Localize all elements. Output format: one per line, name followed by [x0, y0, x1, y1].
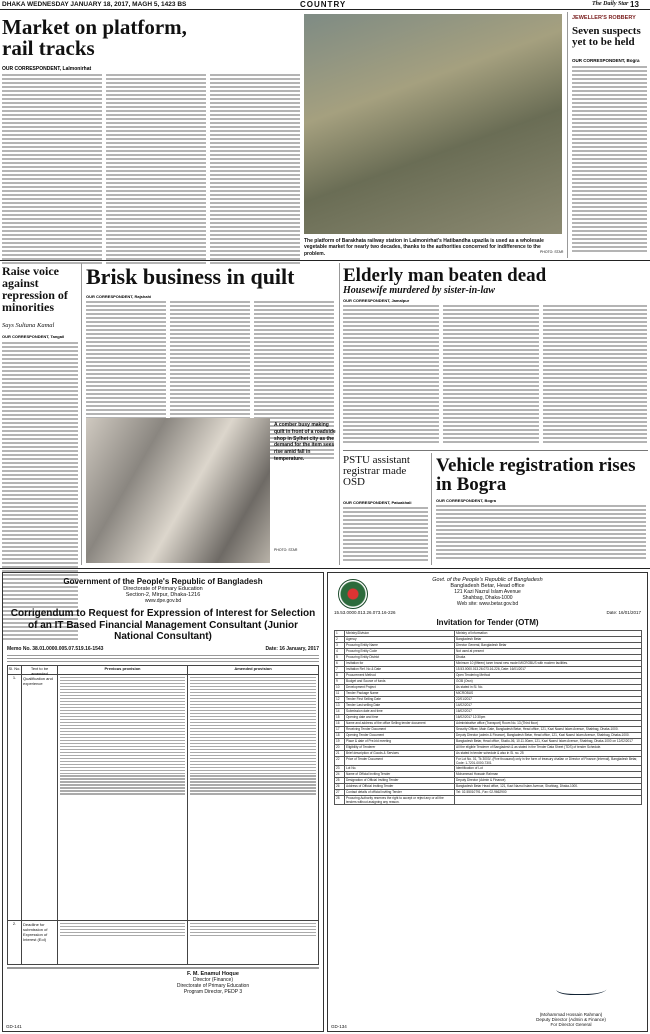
tender-row-value: 15.53.0000.013.26.073.16-226, Date: 16/01/2017	[455, 667, 642, 673]
divider-row1	[0, 260, 650, 261]
tender-row-label: Ministry/Division	[345, 631, 455, 637]
tender-row-value: 14/02/2017	[455, 703, 642, 709]
tender-row-no: 3	[335, 643, 345, 649]
ad-betar-web: Web site: www.betar.gov.bd	[456, 601, 519, 607]
tender-row-no: 5	[335, 655, 345, 661]
tender-row-value: GOB (Own)	[455, 679, 642, 685]
tender-row-no: 15	[335, 715, 345, 721]
tender-row-label: Eligibility of Tenderer	[345, 745, 455, 751]
tender-row-value: For Lot No. 01, Tk 3000/- (Five thousand) only in the form of treasury challan or Director of Finance (Internal), Bangladesh Betar, Code: 1-7201-0000-7301	[455, 757, 642, 766]
headline-pstu: PSTU assistant registrar made OSD	[343, 454, 410, 488]
ad-dpe-col-sl: Sl. No.	[8, 666, 22, 674]
ad-dpe-table	[7, 665, 319, 965]
dateline: DHAKA WEDNESDAY JANUARY 18, 2017, MAGH 5, 1423 BS	[2, 1, 187, 8]
divider-pstu	[431, 453, 432, 565]
text-pstu	[343, 507, 428, 561]
tender-row-no: 11	[335, 691, 345, 697]
ad-dpe-gov: Government of the People's Republic of Bangladesh	[63, 577, 263, 586]
tender-row-label: Name of Official Inviting Tender	[345, 772, 455, 778]
credit-quilt: PHOTO: STAR	[274, 548, 298, 552]
byline-jeweller: OUR CORRESPONDENT, Bogra	[572, 58, 640, 63]
ad-betar-table	[334, 630, 642, 805]
tender-row-value: Director General, Bangladesh Betar	[455, 643, 642, 649]
tender-row-label: Procurement Method	[345, 673, 455, 679]
tender-row-no: 28	[335, 796, 345, 805]
tender-row-value: Bangladesh Betar	[455, 637, 642, 643]
tender-row-label: Address of Official Inviting Tender	[345, 784, 455, 790]
tender-row-no: 25	[335, 778, 345, 784]
tender-row-no: 14	[335, 709, 345, 715]
ad-dpe-title: Corrigendum to Request for Expression of Interest for Selection of an IT Based Financial Management Consultant (Junior National Consultant)	[10, 608, 316, 642]
headline-raise: Raise voice against repression of minorities	[2, 264, 68, 314]
tender-row-value: Mohammad Hossain Rahman	[455, 772, 642, 778]
tender-row-label: Budget and Source of funds	[345, 679, 455, 685]
tender-row-label: Opening date and time	[345, 715, 455, 721]
ad-dpe-table-header	[8, 666, 318, 675]
tender-row-no: 1	[335, 631, 345, 637]
tender-row-value: Bangladesh Betar Head office, 121, Kazi Nazrul Islam Avenue, Shahbag, Dhaka-1000.	[455, 784, 642, 790]
photo-market-platform	[304, 14, 562, 234]
ad-dpe-sign-dept: Directorate of Primary Education	[176, 982, 250, 989]
ad-betar-date: Date: 16/01/2017	[606, 610, 641, 615]
tender-row-label: Invitation Ref. No & Date	[345, 667, 455, 673]
tender-row-value: MICROBUS	[455, 691, 642, 697]
tender-row-label: Development Project	[345, 685, 455, 691]
ad-betar-sign-title: Deputy Director (Admin & Finance)	[536, 1017, 606, 1022]
tender-row-no: 26	[335, 784, 345, 790]
tender-row-label: Tender First Selling Date	[345, 697, 455, 703]
tender-row-label: Price of Tender Document	[345, 757, 455, 766]
tender-row-label: Place & date of Pre-bid meeting	[345, 739, 455, 745]
ad-dpe-sign-title: Director (Finance)	[192, 976, 233, 983]
ad-dpe-date: Date: 16 January, 2017	[265, 645, 319, 652]
ad-dpe-memo: Memo No. 38.01.0000.005.07.519.16-1543	[7, 645, 104, 652]
divider-raise	[81, 263, 82, 565]
tender-row-value: Deputy Director (admin & Finance), Bangladesh Betar, Head office, 121, Kazi Nazrul Islam Avenue, Shahbag, Dhaka-1000.	[455, 733, 642, 739]
tender-row-label: Submission date and time	[345, 709, 455, 715]
byline-elderly: OUR CORRESPONDENT, Jamalpur	[343, 298, 410, 303]
masthead	[0, 0, 650, 10]
ad-dpe-col-text: Text to be amended	[22, 666, 58, 674]
headline-market: Market on platform, rail tracks	[2, 15, 187, 60]
ad-dpe-row2-sl: 2.	[8, 921, 22, 965]
tender-row-label: Designation of Official Inviting Tender	[345, 778, 455, 784]
byline-raise: OUR CORRESPONDENT, Tangail	[2, 334, 65, 339]
byline-quilt: OUR CORRESPONDENT, Rajshahi	[86, 294, 152, 299]
tender-row-label: Procuring Entity Name	[345, 643, 455, 649]
tender-row-label: Procuring Entity District	[345, 655, 455, 661]
ad-betar-gov: Govt. of the People's Republic of Bangladesh	[432, 577, 543, 583]
tender-row-label: Invitation for	[345, 661, 455, 667]
credit-market: PHOTO: STAR	[540, 250, 564, 254]
tender-row-value	[455, 796, 642, 805]
text-vehicle	[436, 505, 646, 559]
ad-dpe	[2, 572, 324, 1032]
tender-row-label: Tender Last selling Date	[345, 703, 455, 709]
tender-row-no: 9	[335, 679, 345, 685]
ad-betar-memo: 15.53.0000.013.26.073.16-226	[334, 610, 396, 615]
text-elderly-col2	[443, 305, 539, 443]
tender-row-value: As stated in Sl. No.	[455, 685, 642, 691]
tender-row-no: 10	[335, 685, 345, 691]
tender-row-label: Receiving Tender Document	[345, 727, 455, 733]
tender-row-no: 16	[335, 721, 345, 727]
text-elderly-col3	[543, 305, 647, 443]
tender-row-value: Dhaka	[455, 655, 642, 661]
divider-mid	[339, 263, 340, 565]
ad-dpe-signature	[103, 971, 323, 995]
ad-dpe-code: GD-141	[6, 1024, 22, 1029]
ad-betar-addr: 121 Kazi Nazrul Islam Avenue	[454, 589, 521, 595]
tender-row-no: 24	[335, 772, 345, 778]
tender-row-value: Administrative office (Transport) Room No. 13 (Third floor)	[455, 721, 642, 727]
tender-row-label: Agency	[345, 637, 455, 643]
ad-dpe-row1-prev	[58, 675, 188, 920]
tender-row-no: 17	[335, 727, 345, 733]
byline-pstu: OUR CORRESPONDENT, Patuakhali	[343, 500, 412, 505]
ad-dpe-sign-role: Program Director, PEDP 3	[183, 988, 243, 995]
ad-betar	[327, 572, 648, 1032]
kicker-jeweller: JEWELLER'S ROBBERY	[572, 15, 636, 21]
govt-seal-icon	[338, 579, 368, 609]
subhead-elderly: Housewife murdered by sister-in-law	[343, 285, 495, 296]
subhead-raise: Says Sultana Kamal	[2, 322, 55, 329]
byline-vehicle: OUR CORRESPONDENT, Bogra	[436, 498, 497, 503]
tender-row-value: 22/01/2017	[455, 697, 642, 703]
headline-jeweller: Seven suspects yet to be held	[572, 25, 641, 48]
divider-jeweller	[567, 12, 568, 258]
ad-betar-sign-for: For Director General	[550, 1022, 592, 1027]
ad-betar-title: Invitation for Tender (OTM)	[436, 618, 539, 627]
tender-row-value: Bangladesh Betar, Head office, Studio-06, 10.11.00am, 121, Kazi Nazrul Islam Avenue, Shahbag, Dhaka-1000 on 12/02/2017	[455, 739, 642, 745]
ad-betar-code: GD-134	[331, 1024, 347, 1029]
tender-row-value: Tel: 02-55010791, Fax: 02-9662900	[455, 790, 642, 796]
tender-row-label: Procuring Authority reserves the right to accept or reject any or all the tenders without assigning any reason.	[345, 796, 455, 805]
tender-row-value: Security Officer, Main Gate, Bangladesh Betar, Head office, 121, Kazi Nazrul Islam Avenue, Shahbag, Dhaka-1000.	[455, 727, 642, 733]
tender-row-no: 22	[335, 757, 345, 766]
tender-row-no: 6	[335, 661, 345, 667]
tender-row-value: Identification of Lot	[455, 766, 642, 772]
ad-dpe-note	[7, 967, 319, 969]
tender-row	[335, 757, 642, 766]
tender-row-value: Deputy Director (Admin & Finance)	[455, 778, 642, 784]
ad-dpe-row1-amend	[188, 675, 318, 920]
tender-row-value: 16/02/2017 12:30pm	[455, 715, 642, 721]
byline-market: OUR CORRESPONDENT, Lalmonirhat	[2, 66, 92, 72]
tender-row-value: Open Tendering Method	[455, 673, 642, 679]
ad-dpe-row1-label: Qualification and experience	[22, 675, 58, 920]
section-title: COUNTRY	[300, 0, 347, 9]
tender-row-label: Contact details of official inviting Tender	[345, 790, 455, 796]
headline-elderly: Elderly man beaten dead	[343, 265, 547, 286]
page-number: 13	[630, 0, 639, 9]
text-jeweller	[572, 66, 647, 252]
tender-row-no: 13	[335, 703, 345, 709]
paper-name: The Daily Star	[592, 1, 629, 7]
tender-row-no: 19	[335, 739, 345, 745]
ad-betar-org: Bangladesh Betar, Head office	[450, 583, 525, 589]
tender-row	[335, 796, 642, 805]
tender-row-value: As stated in tender schedule & also in Sl. no. 25	[455, 751, 642, 757]
tender-row-no: 7	[335, 667, 345, 673]
ad-dpe-section: Section-2, Mirpur, Dhaka-1216	[125, 592, 201, 598]
ad-dpe-dept: Directorate of Primary Education	[123, 586, 203, 592]
ad-dpe-sign-name: F. M. Enamul Hoque	[187, 970, 239, 977]
tender-row-value: Ministry of Information	[455, 631, 642, 637]
ad-betar-signature	[501, 1012, 641, 1027]
ad-dpe-row2-amend	[188, 921, 318, 965]
tender-row-value: Not used at present	[455, 649, 642, 655]
signature-scribble	[554, 981, 609, 995]
caption-quilt: A comber busy making quilt in front of a roadside shop in Sylhet city as the demand for the item sees rise amid fall in temperature.	[274, 422, 336, 462]
tender-row-value: 16/02/2017	[455, 709, 642, 715]
headline-vehicle: Vehicle registration rises in Bogra	[436, 455, 636, 495]
tender-row-no: 21	[335, 751, 345, 757]
tender-row-label: Opening Tender Document	[345, 733, 455, 739]
tender-row-no: 12	[335, 697, 345, 703]
ad-dpe-row2-prev	[58, 921, 188, 965]
ad-betar-sign-name: (Mohammad Hossain Rahman)	[539, 1012, 603, 1017]
caption-market: The platform of Barakhata railway station in Lalmonirhat's Hatibandha upazila is used as a wholesale vegetable market for nearly two decades, thanks to the authorities concerned for indifference to the problem.	[304, 238, 544, 257]
headline-quilt: Brisk business in quilt	[86, 264, 295, 289]
tender-row-label: Procuring Entity Code	[345, 649, 455, 655]
tender-row-value: All the eligible Tenderer of Bangladesh & as stated in the Tender Data Sheet (TDS) of tender Schedule.	[455, 745, 642, 751]
tender-row-value: Minimum 10 (fifteen) tuner brand new model MICROBUS with modern facilities.	[455, 661, 642, 667]
tender-row-no: 18	[335, 733, 345, 739]
tender-row-no: 20	[335, 745, 345, 751]
tender-row-label: Lot No.	[345, 766, 455, 772]
ad-dpe-intro	[7, 655, 319, 663]
tender-row-label: Tender Package Name	[345, 691, 455, 697]
tender-row-no: 8	[335, 673, 345, 679]
tender-row-no: 2	[335, 637, 345, 643]
ad-dpe-row1-sl: 1.	[8, 675, 22, 920]
ad-dpe-row2-label: Deadline for submission of Expression of Interest (EoI)	[22, 921, 58, 965]
photo-quilt	[86, 418, 270, 563]
tender-row-label: Name and address of the office Selling tender document	[345, 721, 455, 727]
tender-row-no: 23	[335, 766, 345, 772]
ad-dpe-web: www.dpe.gov.bd	[144, 598, 182, 604]
tender-row-no: 4	[335, 649, 345, 655]
divider-ads	[0, 568, 650, 569]
tender-row-no: 27	[335, 790, 345, 796]
text-market-col1	[2, 74, 102, 264]
ad-betar-addr2: Shahbag, Dhaka-1000	[462, 595, 513, 601]
ad-dpe-col-amend: Amended provision	[234, 666, 272, 671]
text-market-col2	[106, 74, 206, 264]
tender-row-label: Brief description of Goods & Services	[345, 751, 455, 757]
text-market-col3	[210, 74, 300, 264]
ad-dpe-col-prev: Previous provision	[58, 666, 188, 674]
text-elderly-col1	[343, 305, 439, 443]
divider-elderly	[343, 450, 648, 451]
